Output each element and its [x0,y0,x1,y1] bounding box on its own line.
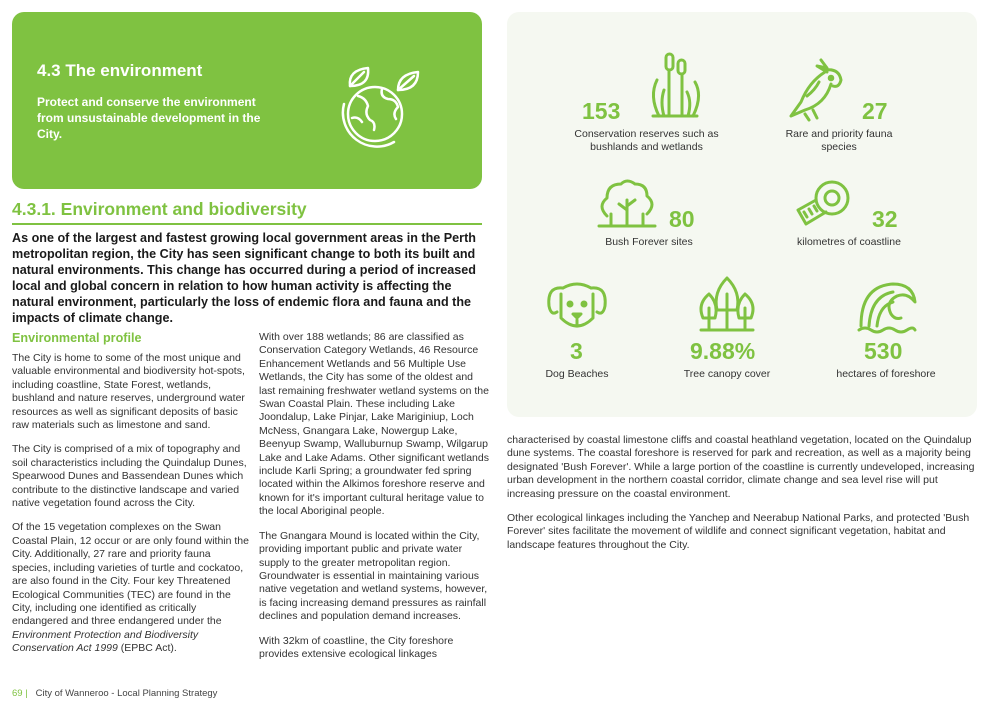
column-3 [507,434,977,563]
bush-icon [597,178,657,230]
reeds-icon [647,48,703,120]
tape-measure-icon [794,178,854,232]
paragraph: The City is comprised of a mix of topography and soil characteristics including the Quindalup Dunes, Spearwood Dunes and Bassendean Dunes which contribute to the distinctive landscape and varied native vegetation found across the City. [12,443,247,510]
column-1 [12,331,250,667]
wave-icon [857,278,917,334]
stats-panel [507,12,977,417]
paragraph: With over 188 wetlands; 86 are classified as Conservation Category Wetlands, 46 Resource Enhancement Wetlands and 56 Multiple Use Wetlands, the City has some of the oldest and last remaining freshwater wetland systems on the Swan Coastal Plain. These including Lake Joondalup, Lake Pinjar, Lake Mariginiup, Loch McNess, Gnangara Lake, Nowergup Lake, Beenyup Swamp, Walluburnup Swamp, Wilgarup Lake and Lake Adams. Other significant wetlands include Karli Spring; a groundwater fed spring located within the Alkimos foreshore reserve and known for it's important cultural heritage value to the local Aboriginal people. [259,331,489,518]
hero-title: 4.3 The environment [37,61,203,80]
stat-value: 9.88% [690,338,756,364]
section-lead: As one of the largest and fastest growing local government areas in the Perth metropolitan region, the City has seen significant change to both its built and natural environments. This change has occurred during a period of increased local and global concern in relation to how human activity is affecting the natural environment, particularly the loss of endemic flora and fauna and the impacts of climate change. [12,231,476,325]
paragraph: With 32km of coastline, the City foreshore provides extensive ecological linkages [259,634,454,660]
hero-subtitle: Protect and conserve the environment from unsustainable development in the City. [37,95,261,141]
page-number: 69 | [12,688,28,699]
stat-value: 3 [570,338,583,364]
stat-label: kilometres of coastline [797,236,901,248]
stat-label: Rare and priority fauna species [785,128,893,153]
subheading-environmental-profile: Environmental profile [12,331,142,345]
stat-label: Bush Forever sites [605,236,693,248]
document-title: City of Wanneroo - Local Planning Strategy [35,688,218,699]
paragraph: Of the 15 vegetation complexes on the Swan Coastal Plain, 12 occur or are only found within the City. Additionally, 27 rare and priority fauna species, including varieties of turtle and cockatoo, are also found in the City. Four key Threatened Ecological Communities (TEC) are found in the City, including one identified as critically endangered and three endangered under the Environment Protection and Biodiversity Conservation Act 1999 (EPBC Act). [12,521,249,655]
paragraph: The Gnangara Mound is located within the City, providing important public and private water supply to the greater metropolitan region. Groundwater is essential in maintaining various native vegetation and wetland systems, however, is facing increasing demand pressures as rainfall declines and population demand increases. [259,529,488,623]
stat-label: hectares of foreshore [836,368,936,380]
stat-label: Conservation reserves such as bushlands and wetlands [574,128,719,153]
act-name: Environment Protection and Biodiversity Conservation Act 1999 [12,628,199,655]
stat-label: Tree canopy cover [683,368,771,380]
stat-value: 530 [864,338,903,364]
stat-value: 27 [862,98,888,124]
stat-value: 80 [669,206,695,232]
column-2 [259,331,491,672]
page-footer [12,688,217,699]
paragraph: The City is home to some of the most unique and valuable environmental and biodiversity hot-spots, including coastline, State Forest, wetlands, bushland and nature reserves, underground water resources as well as significant deposits of basic raw materials such as limestone and sand. [12,352,245,432]
dog-icon [545,278,609,336]
stat-value: 32 [872,206,898,232]
paragraph: Other ecological linkages including the Yanchep and Neerabup National Parks, and protected 'Bush Forever' sites facilitate the movement of wildlife and connect significant vegetation, habitat and landscape features throughout the City. [507,512,970,551]
globe-leaves-icon [330,56,430,156]
trees-icon [697,274,757,334]
stat-label: Dog Beaches [545,368,609,380]
cockatoo-icon [785,56,849,122]
section-title: 4.3.1. Environment and biodiversity [12,199,482,225]
paragraph: characterised by coastal limestone cliffs and coastal heathland vegetation, located on the Quindalup dune systems. The coastal foreshore is reserved for park and recreation, as well as a majority being designated 'Bush Forever'. While a large portion of the coastline is currently undeveloped, increasing urban development in the northern coastal corridor, climate change and sea level rise will put increasing pressure on the coastal environment. [507,434,975,500]
stat-value: 153 [582,98,621,124]
hero-banner [12,12,482,189]
